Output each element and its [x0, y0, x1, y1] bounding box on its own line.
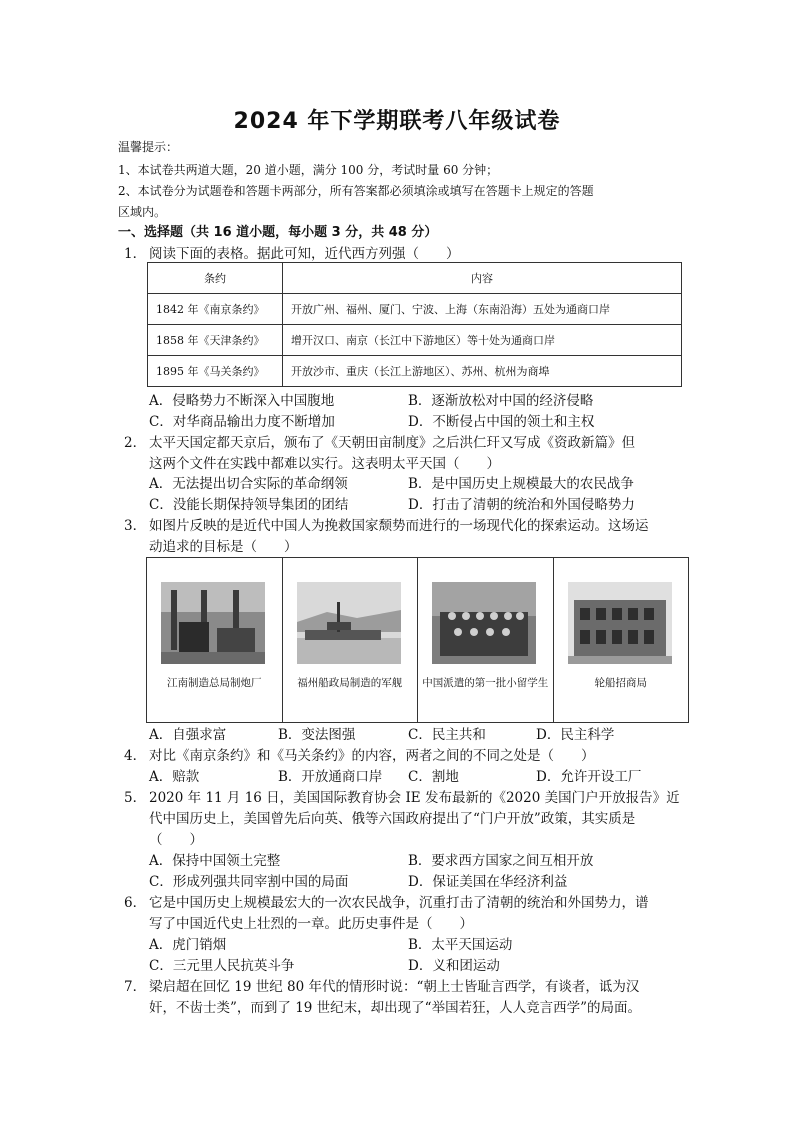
page-title: 2024 年下学期联考八年级试卷: [233, 109, 561, 134]
option-c: C．割地: [408, 769, 459, 785]
option-b: B．开放通商口岸: [278, 769, 383, 785]
option-d: D．义和团运动: [408, 958, 500, 974]
option-a: A．保持中国领土完整: [149, 853, 281, 869]
question-text: 如图片反映的是近代中国人为挽救国家颓势而进行的一场现代化的探索运动。这场运: [149, 518, 649, 534]
option-c: C．没能长期保持领导集团的团结: [149, 497, 349, 513]
question-text: 梁启超在回忆 19 世纪 80 年代的情形时说：“朝上士皆耻言西学，有谈者，诋为汉: [149, 979, 640, 995]
table-cell: 1842 年《南京条约》: [148, 294, 283, 325]
option-c: C．对华商品输出力度不断增加: [149, 414, 335, 430]
notice-item: 1、本试卷共两道大题，20 道小题，满分 100 分，考试时量 60 分钟；: [118, 163, 499, 177]
option-b: B．是中国历史上规模最大的农民战争: [408, 476, 634, 492]
warship-photo: [297, 582, 401, 664]
table-cell: 开放广州、福州、厦门、宁波、上海（东南沿海）五处为通商口岸: [283, 294, 682, 325]
table-cell: 1895 年《马关条约》: [148, 356, 283, 387]
notice-heading: 温馨提示：: [118, 140, 179, 154]
question-text: 代中国历史上，美国曾先后向英、俄等六国政府提出了“门户开放”政策，其实质是: [149, 811, 636, 827]
question-text: 写了中国近代史上壮烈的一章。此历史事件是（ ）: [149, 916, 473, 932]
question-text: 动追求的目标是（ ）: [149, 539, 298, 555]
section-heading: 一、选择题（共 16 道小题，每小题 3 分，共 48 分）: [118, 225, 438, 240]
option-d: D．允许开设工厂: [536, 769, 642, 785]
option-a: A．自强求富: [149, 727, 227, 743]
table-row: [148, 325, 682, 356]
question-text: 2020 年 11 月 16 日，美国国际教育协会 IE 发布最新的《2020 美国门户开放报告》近: [149, 790, 680, 806]
option-a: A．无法提出切合实际的革命纲领: [149, 476, 348, 492]
table-cell: 开放沙市、重庆（长江上游地区）、苏州、杭州为商埠: [283, 356, 682, 387]
question-number: 5．: [124, 790, 147, 806]
option-c: C．民主共和: [408, 727, 486, 743]
option-c: C．形成列强共同宰割中国的局面: [149, 874, 349, 890]
option-c: C．三元里人民抗英斗争: [149, 958, 295, 974]
notice-item: 2、本试卷分为试题卷和答题卡两部分，所有答案都必须填涂或填写在答题卡上规定的答题: [118, 184, 594, 198]
option-b: B．变法图强: [278, 727, 356, 743]
option-b: B．太平天国运动: [408, 937, 513, 953]
photo-caption: 中国派遣的第一批小留学生: [422, 677, 549, 689]
question-number: 1．: [124, 246, 147, 262]
table-header: 内容: [283, 263, 682, 294]
question-text: 这两个文件在实践中都难以实行。这表明太平天国（ ）: [149, 456, 500, 472]
question-number: 7．: [124, 979, 147, 995]
question-text: 阅读下面的表格。据此可知，近代西方列强（ ）: [149, 246, 460, 262]
photo-strip: [146, 557, 689, 723]
photo-cell: [283, 558, 419, 722]
question-number: 2．: [124, 435, 147, 451]
option-d: D．民主科学: [536, 727, 615, 743]
question-text: （ ）: [149, 832, 203, 848]
question-number: 6．: [124, 895, 147, 911]
photo-caption: 江南制造总局制炮厂: [167, 677, 262, 689]
photo-cell: [418, 558, 554, 722]
photo-cell: [554, 558, 689, 722]
building-photo: [568, 582, 672, 664]
option-a: A．虎门销烟: [149, 937, 227, 953]
treaty-table: [147, 262, 682, 387]
photo-caption: 轮船招商局: [594, 677, 647, 689]
option-b: B．逐渐放松对中国的经济侵略: [408, 393, 594, 409]
table-cell: 增开汉口、南京（长江中下游地区）等十处为通商口岸: [283, 325, 682, 356]
photo-cell: [147, 558, 283, 722]
notice-item: 区域内。: [118, 205, 167, 219]
table-header-row: [148, 263, 682, 294]
table-header: 条约: [148, 263, 283, 294]
option-d: D．不断侵占中国的领土和主权: [408, 414, 595, 430]
question-number: 3．: [124, 518, 147, 534]
question-text: 奸，不齿士类”，而到了 19 世纪末，却出现了“举国若狂，人人竞言西学”的局面。: [149, 1000, 641, 1016]
option-a: A．赔款: [149, 769, 200, 785]
students-photo: [432, 582, 536, 664]
option-d: D．保证美国在华经济利益: [408, 874, 568, 890]
question-text: 对比《南京条约》和《马关条约》的内容，两者之间的不同之处是（ ）: [149, 748, 595, 764]
option-b: B．要求西方国家之间互相开放: [408, 853, 594, 869]
table-row: [148, 294, 682, 325]
question-number: 4．: [124, 748, 147, 764]
photo-caption: 福州船政局制造的军舰: [297, 677, 403, 689]
option-d: D．打击了清朝的统治和外国侵略势力: [408, 497, 635, 513]
table-row: [148, 356, 682, 387]
table-cell: 1858 年《天津条约》: [148, 325, 283, 356]
question-text: 它是中国历史上规模最宏大的一次农民战争，沉重打击了清朝的统治和外国势力，谱: [149, 895, 649, 911]
factory-photo: [161, 582, 265, 664]
question-text: 太平天国定都天京后，颁布了《天朝田亩制度》之后洪仁玕又写成《资政新篇》但: [149, 435, 635, 451]
option-a: A．侵略势力不断深入中国腹地: [149, 393, 335, 409]
